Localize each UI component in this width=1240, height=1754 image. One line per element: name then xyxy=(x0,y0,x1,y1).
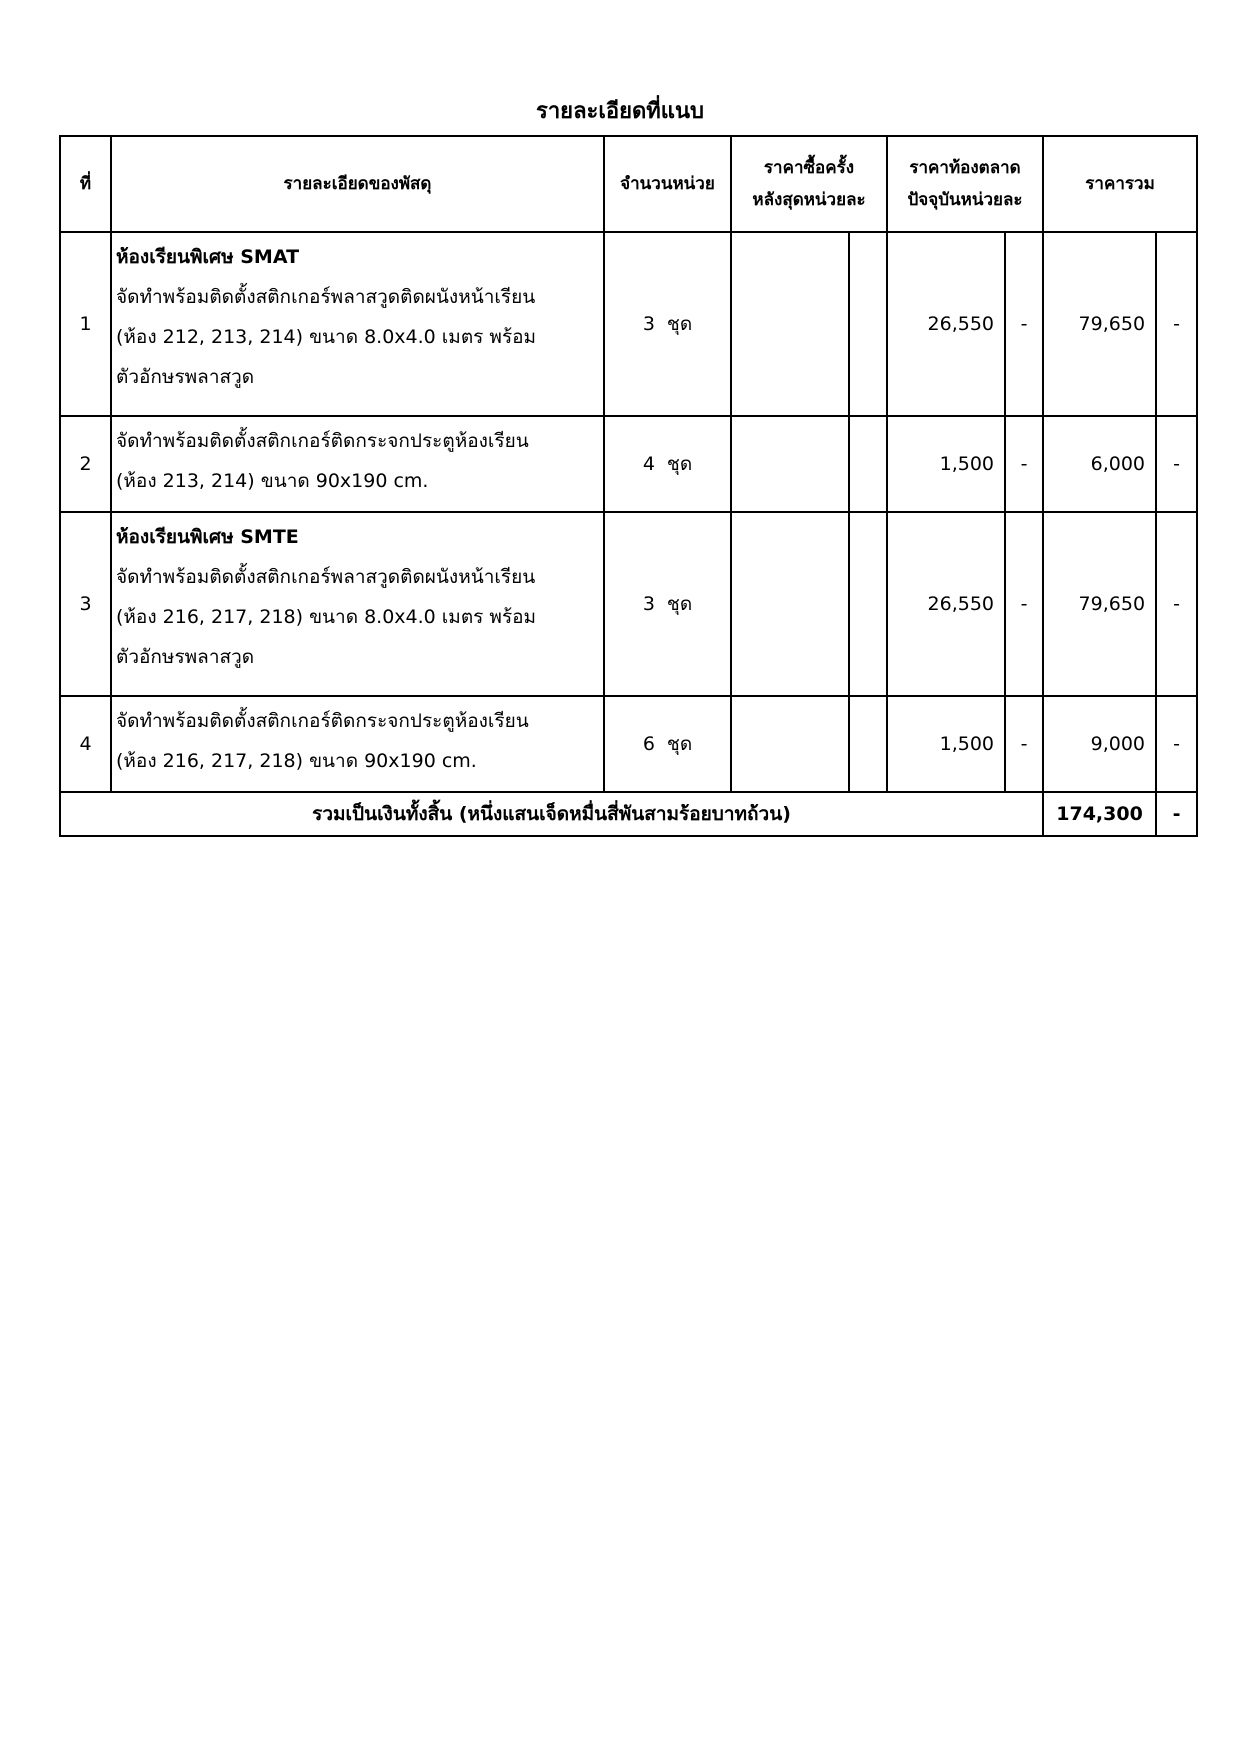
row-last-price-satang xyxy=(849,512,887,696)
row-last-price xyxy=(731,232,849,416)
header-market-price xyxy=(887,136,1043,232)
row-last-price-satang xyxy=(849,232,887,416)
row-number: 4 xyxy=(60,696,111,792)
row-description xyxy=(111,232,604,416)
row-quantity xyxy=(604,696,731,792)
row-unit-price-satang: - xyxy=(1005,232,1043,416)
row-number: 1 xyxy=(60,232,111,416)
table-row xyxy=(60,232,1197,416)
row-description-line: (ห้อง 212, 213, 214) ขนาด 8.0x4.0 เมตร พร้อม xyxy=(116,326,537,348)
table-row xyxy=(60,696,1197,792)
header-market-price-line2: ปัจจุบันหน่วยละ xyxy=(907,190,1023,210)
header-last-price-line1: ราคาซื้อครั้ง xyxy=(763,158,855,178)
row-unit-price: 1,500 xyxy=(887,696,1005,792)
row-unit-price: 26,550 xyxy=(887,512,1005,696)
header-last-price xyxy=(731,136,887,232)
row-description-line: ตัวอักษรพลาสวูด xyxy=(116,366,255,388)
table-row xyxy=(60,512,1197,696)
header-last-price-line2: หลังสุดหน่วยละ xyxy=(752,190,866,210)
items-table xyxy=(59,135,1198,837)
row-total-satang: - xyxy=(1156,416,1197,512)
row-quantity-value: 3 xyxy=(642,313,655,335)
row-heading: ห้องเรียนพิเศษ SMAT xyxy=(116,246,300,268)
header-total: ราคารวม xyxy=(1043,136,1197,232)
header-row xyxy=(60,136,1197,232)
row-total: 79,650 xyxy=(1043,232,1156,416)
row-quantity-value: 4 xyxy=(642,453,655,475)
header-quantity: จำนวนหน่วย xyxy=(604,136,731,232)
grand-total-amount: 174,300 xyxy=(1043,792,1156,836)
table-row xyxy=(60,416,1197,512)
row-last-price-satang xyxy=(849,696,887,792)
header-market-price-line1: ราคาท้องตลาด xyxy=(909,158,1021,178)
row-unit-price-satang: - xyxy=(1005,512,1043,696)
row-description-line: จัดทำพร้อมติดตั้งสติกเกอร์พลาสวูดติดผนังหน้าเรียน xyxy=(116,566,536,588)
row-description-line: (ห้อง 216, 217, 218) ขนาด 90x190 cm. xyxy=(116,750,477,772)
row-description-line: จัดทำพร้อมติดตั้งสติกเกอร์ติดกระจกประตูห้องเรียน xyxy=(116,710,529,732)
row-description-line: จัดทำพร้อมติดตั้งสติกเกอร์ติดกระจกประตูห้องเรียน xyxy=(116,430,529,452)
row-quantity xyxy=(604,232,731,416)
row-quantity xyxy=(604,416,731,512)
row-description-line: ตัวอักษรพลาสวูด xyxy=(116,646,255,668)
row-unit-price-satang: - xyxy=(1005,696,1043,792)
row-unit-price-satang: - xyxy=(1005,416,1043,512)
row-description-line: จัดทำพร้อมติดตั้งสติกเกอร์พลาสวูดติดผนังหน้าเรียน xyxy=(116,286,536,308)
row-description xyxy=(111,416,604,512)
row-quantity-unit: ชุด xyxy=(666,313,693,335)
row-total: 79,650 xyxy=(1043,512,1156,696)
grand-total-label: รวมเป็นเงินทั้งสิ้น (หนึ่งแสนเจ็ดหมื่นสี่พันสามร้อยบาทถ้วน) xyxy=(60,792,1043,836)
row-quantity-unit: ชุด xyxy=(666,453,693,475)
row-last-price xyxy=(731,696,849,792)
row-heading: ห้องเรียนพิเศษ SMTE xyxy=(116,526,299,548)
grand-total-satang: - xyxy=(1156,792,1197,836)
row-total: 9,000 xyxy=(1043,696,1156,792)
row-number: 3 xyxy=(60,512,111,696)
row-quantity-value: 3 xyxy=(642,593,655,615)
row-total: 6,000 xyxy=(1043,416,1156,512)
header-description: รายละเอียดของพัสดุ xyxy=(111,136,604,232)
row-last-price xyxy=(731,512,849,696)
grand-total-row xyxy=(60,792,1197,836)
row-description xyxy=(111,512,604,696)
row-description-line: (ห้อง 216, 217, 218) ขนาด 8.0x4.0 เมตร พร้อม xyxy=(116,606,537,628)
document-title: รายละเอียดที่แนบ xyxy=(536,99,704,124)
row-last-price xyxy=(731,416,849,512)
header-no: ที่ xyxy=(60,136,111,232)
row-quantity-unit: ชุด xyxy=(666,733,693,755)
row-description-line: (ห้อง 213, 214) ขนาด 90x190 cm. xyxy=(116,470,429,492)
row-total-satang: - xyxy=(1156,696,1197,792)
row-quantity-value: 6 xyxy=(642,733,655,755)
row-description xyxy=(111,696,604,792)
row-total-satang: - xyxy=(1156,232,1197,416)
row-number: 2 xyxy=(60,416,111,512)
row-unit-price: 1,500 xyxy=(887,416,1005,512)
row-last-price-satang xyxy=(849,416,887,512)
row-quantity-unit: ชุด xyxy=(666,593,693,615)
row-unit-price: 26,550 xyxy=(887,232,1005,416)
row-quantity xyxy=(604,512,731,696)
row-total-satang: - xyxy=(1156,512,1197,696)
